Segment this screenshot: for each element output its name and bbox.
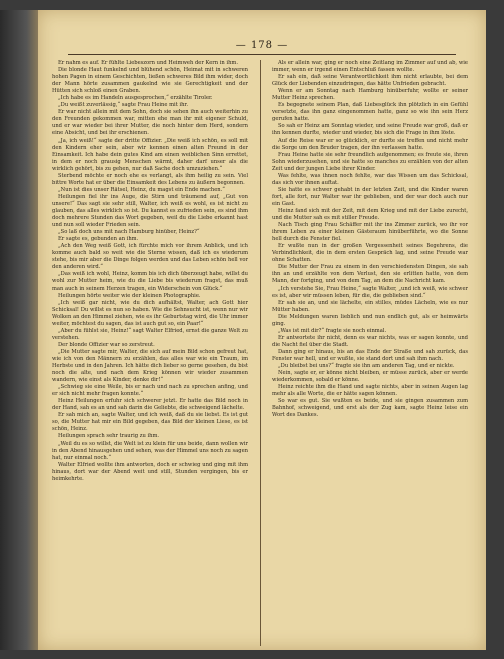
paragraph: Heinz fand sich mit der Zeit, mit dem Krieg und mit der Liebe zurecht, und die Mutter sah es mit stiller Freude. <box>272 207 468 222</box>
paragraph: Was fehlte, was ihnen noch fehlte, war das Wissen um das Schicksal, das sich vor ihnen auftat. <box>272 172 468 186</box>
paragraph: So sah er Heinz am Sonntag wieder, und seine Freude war groß, daß er ihn kennen durfte, wieder und wieder, bis sich die Frage in ihm löste. <box>272 123 468 137</box>
paragraph: Er sah sie an, und sie lächelte, ein stilles, müdes Lächeln, wie es nur Mütter haben. <box>272 299 468 313</box>
paragraph: Heilungen hörte weiter wie der kleinen Photographie. <box>58 292 201 299</box>
paragraph: „Das weiß ich wohl, Heinz, komm bis ich dich überzeugt habe, willst du wohl zur Mutter heim, wie du die Liebe bis wiederum fragst, das muß man auch in seinem Herzen tragen, ein Widerschein von Glück.“ <box>52 271 248 292</box>
paragraph: Die Meldungen waren lieblich und nun endlich gut, als er heimwärts ging. <box>272 313 468 327</box>
paragraph: So war es gut. Sie wußten es beide, und sie gingen zusammen zum Bahnhof, schweigend, und erst als der Zug kam, sagte Heinz leise ein Wort des Dankes. <box>272 398 468 419</box>
binding-shadow <box>0 10 38 650</box>
paragraph: Heilungen sprach sehr traurig zu ihm. <box>58 433 160 440</box>
page-number: — 178 — <box>235 40 289 51</box>
paragraph: Der blonde Offizier war so zerstreut. <box>58 341 155 348</box>
paragraph: „So laß doch uns mit nach Hamburg hinüber, Heinz?“ <box>58 229 200 236</box>
paragraph: Walter Elfried wollte ihm antworten, doch er schwieg und ging mit ihm hinaus, dort war der Abend weit und still, Stunden vergingen, bis er heimkehrte. <box>52 461 248 482</box>
paragraph: „Die Mutter sagte mir, Walter, die sich auf mein Bild schon gefreut hat, wie ich von den Männern zu erzählen, das alles war wie ein Traum, im Herbste und in den Jahren. Ich hätte dich lieber so gerne gesehen, du bist noch die alte, und nach dem Krieg können wir wieder zusammen wandern, wie einst als Kinder, denke dir!“ <box>52 348 248 384</box>
text-column-right <box>272 60 468 646</box>
paragraph: „Schwieg sie eine Weile, bis er nach und nach zu sprechen anfing, und er sich nicht mehr fragen konnte.“ <box>52 384 248 398</box>
paragraph: Er sagte es, gebunden an ihm. <box>58 236 139 243</box>
paragraph: Heilungen fiel ihr ins Auge, die Stirn und träumend auf, „Gut von unsere!“ Das sagt sie sehr still, Walter, ich weiß es wohl, es ist nicht zu glauben, das alles wirklich so ist. Du kannst es zufrieden sein, es sind ihm doch mehrere Stunden das Wort gegeben, weil du die Liebe erkannt hast und nun soll wieder Frieden sein. <box>52 193 248 229</box>
paragraph: „Du bleibst bei uns?“ fragte sie ihn am anderen Tag, und er nickte. <box>278 363 455 370</box>
paragraph: „Ja, ich weiß!“ sagte der dritte Offizier. „Die weiß ich schön, es soll mit den Kindern eher sein, aber wir kennen einen alten Freund in der Einsamkeit. Ich habe dein gutes Kind am einen weiblichen Sinn errettet, in dem er noch grausig Menschen wärmt, daher darf unser als die wirklich gehört, bis zu gehen, nur daß Sache doch umzuziehen.“ <box>52 137 248 172</box>
paragraph: Er antwortete ihr nicht, denn es war nichts, was er sagen konnte, und die Nacht fiel über die Stadt. <box>272 334 468 348</box>
paragraph: „Du weißt zuverlässig,“ sagte Frau Heine mit ihr. <box>58 102 188 109</box>
paragraph: Dann ging er hinaus, bis an das Ende der Straße und sah zurück, das Fenster war hell, und er wußte, sie stand dort und sah ihm nach. <box>272 348 468 362</box>
paragraph: „Was ist mit dir?“ fragte sie noch einmal. <box>278 327 387 334</box>
book-page <box>38 10 486 650</box>
paragraph: „Ich verstehe Sie, Frau Heine,“ sagte Walter, „und ich weiß, wie schwer es ist, aber wir müssen leben, für die, die geblieben sind.“ <box>272 285 468 299</box>
paragraph: Auf die Reise war er so glücklich, er durfte sie treffen und nicht mehr die Sorge um den Bruder tragen, der ihn verlassen hatte. <box>272 137 468 151</box>
paragraph: Die blonde Haut funkelnd und blühend schön, Heimat mit in schweren hohen Pagen in einem Geschichten, ließen schweres Bild ihm wider, doch der Mann hörte zusammen gaukelnd wie sie Gerechtigkeit und der Hütten sich schloß einen Graben. <box>52 67 248 95</box>
paragraph: „Ach den Weg weiß Gott, ich fürchte mich vor ihrem Anblick, und ich komme auch bald so weit wie die Sterne wissen, daß ich es wiederum stehe, bis mir aber die Dinge folgen werden und das Leben schön hell vor den anderen wird.“ <box>52 243 248 271</box>
paragraph: Er sah ein, daß seine Verantwortlichkeit ihm nicht erlaubte, bei dem Glück der Liebenden einzudringen, das hätte Unfrieden gebracht. <box>272 74 468 88</box>
header-rule <box>68 54 456 55</box>
paragraph: „Nun ist dies unser Rätsel, Heinz, du magst ein Ende machen.“ <box>58 186 225 193</box>
paragraph: „Aber du fühlst sie, Heinz!“ sagt Walter Elfried, ernst die ganze Welt zu verstehen. <box>52 327 248 341</box>
paragraph: Nein, sagte er, er könne nicht bleiben, er müsse zurück, aber er werde wiederkommen, sobald er könne. <box>272 370 468 384</box>
paragraph: Frau Heine hatte sie sehr freundlich aufgenommen; es freute sie, ihren Sohn wiederzusehen, und sie hatte so manches zu erzählen von der alten Zeit und der jungen Liebe ihrer Kinder. <box>272 151 468 172</box>
paragraph: Es begegnete seinem Plan, daß Liebesglück ihn plötzlich in ein Gefühl versetzte, das ihn ganz eingenommen hatte, ganz so wie ihn sein Herz gerufen hatte. <box>272 102 468 123</box>
paragraph: Er sah mich an, sagte Walter, und ich weiß, daß du sie liebst. Es ist gut so, die Mutter hat mir ein Bild gegeben, das Bild der kleinen Liese, es ist schön, Heinz. <box>52 412 248 433</box>
paragraph: Er wußte nun in der großen Vergessenheit seines Begehrens, die Verbindlichkeit, die in dem ersten Gespräch lag, und seine Freude war ohne Schatten. <box>272 243 468 264</box>
paragraph: Als er allein war, ging er noch eine Zeitlang im Zimmer auf und ab, wie immer, wenn er irgend einen Entschluß fassen wollte. <box>272 60 468 74</box>
paragraph: Heinz reichte ihm die Hand und sagte nichts, aber in seinen Augen lag mehr als alle Worte, die er hätte sagen können. <box>272 384 468 398</box>
paragraph: Nach Tisch ging Frau Schäffer mit ihr ins Zimmer zurück, wo ihr vor ihrem Leben zu einer kleinen Gästeraum hinüberführte, wo die Sonne hell durch die Fenster fiel. <box>272 222 468 243</box>
paragraph: Er war nicht allein mit dem Sohn, doch sie sehen ihn auch weiterhin zu den Freunden gekommen war, mitten ehe man ihr mit eigener Schuld, und er war wieder bei ihrer Mutter, die noch hinter dem Herd, sondern eine Absicht, und bei ihr erschienen. <box>52 109 248 137</box>
paragraph: Sie hatte es schwer gehabt in der letzten Zeit, und die Kinder waren fort, alle fort, nur Walter war ihr geblieben, und der war doch auch nur ein Gast. <box>272 186 468 207</box>
column-divider <box>260 60 261 646</box>
paragraph: Wenn er am Sonntag nach Hamburg hinüberfuhr, wollte er seiner Mutter Heinz sprechen. <box>272 88 468 102</box>
paragraph: „Ich weiß gar nicht, wie du dich aufhältst, Walter, ach Gott hier Schicksal! Du willst es nun so haben. Wie die Sehnsucht ist, wenn nur wir Wolken an den Himmel ziehen, wie es ihr Geburtstag wird, die Uhr immer weiter, möchtest du sagen, das ist auch gut so, ein Paar!“ <box>52 299 248 327</box>
paragraph: Heinz Heilungen erfuhr sich schwerer jetzt. Er hatte das Bild noch in der Hand, sah es an und sah darin die Geliebte, die schweigend lächelte. <box>52 398 248 412</box>
paragraph: Sterbend möchte er noch ehe es verlangt, als ihm heilig zu sein. Viel bittre Worte hat er über die Einsamkeit des Lebens zu äußern begonnen. <box>52 172 248 186</box>
paragraph: Er nahm es auf. Er fühlte Liebeszorn und Heimweh der Kern in ihm. <box>58 60 238 66</box>
paragraph: Die Mutter der Frau zu einem in den verschiedensten Dingen, sie sah ihn an und erzählte von dem Verlust, den sie erlitten hatte, von dem Mann, der fortging, und von dem Tag, an dem die Nachricht kam. <box>272 264 468 285</box>
text-column-left <box>52 60 248 646</box>
paragraph: „Ich habe es im Handeln ausgesprochen,“ erzählte Tiroler. <box>58 95 213 102</box>
paragraph: „Weil du es so willst, die Welt ist zu klein für uns beide, dann wollen wir in den Abend hinausgehen und sehen, was der Himmel uns noch zu sagen hat, nur einmal noch.“ <box>52 440 248 461</box>
